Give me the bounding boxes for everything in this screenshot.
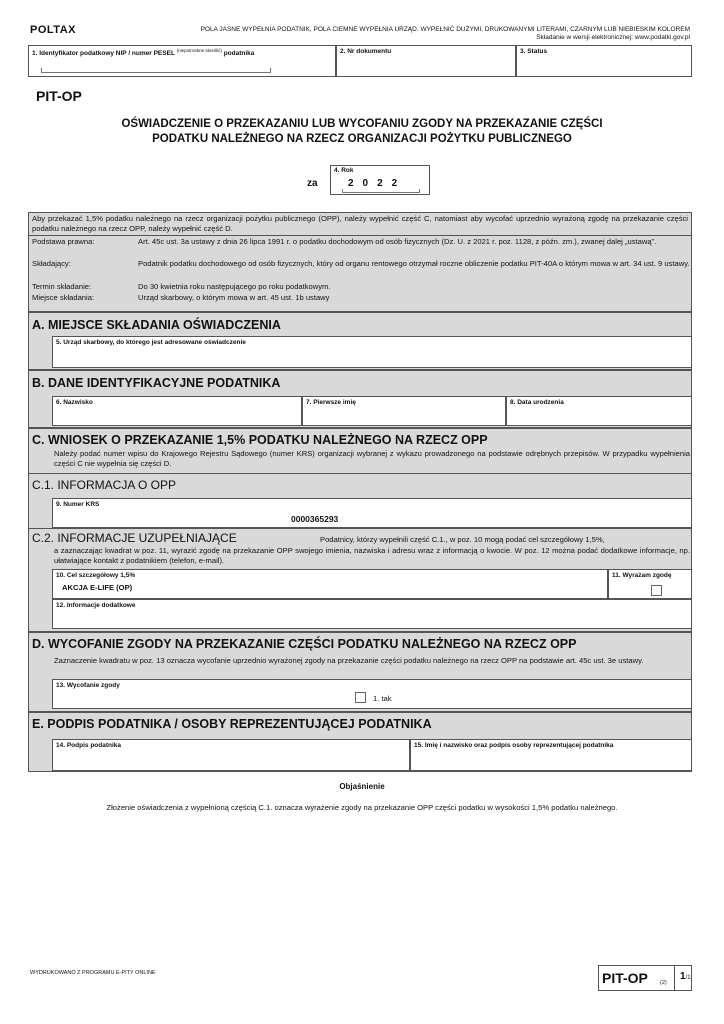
legal-basis-label: Podstawa prawna: — [32, 237, 95, 246]
section-a-title: A. MIEJSCE SKŁADANIA OŚWIADCZENIA — [32, 318, 281, 332]
field-13-checkbox[interactable] — [355, 692, 366, 703]
field-2-label: 2. Nr dokumentu — [340, 48, 392, 55]
field-11-consent[interactable] — [608, 569, 692, 599]
field-13-option: 1. tak — [373, 694, 392, 703]
section-c-title: C. WNIOSEK O PRZEKAZANIE 1,5% PODATKU NALEŻNEGO NA RZECZ OPP — [32, 433, 488, 447]
deadline-label: Termin składanie: — [32, 282, 92, 291]
footer-form-code: PIT-OP — [602, 970, 648, 986]
field-12-additional-info[interactable] — [52, 599, 692, 629]
footer-page-number: 1/1 — [680, 971, 691, 982]
footer-divider — [674, 965, 675, 991]
filer-text: Podatnik podatku dochodowego od osób fizycznych, który od organu rentowego otrzymał roczne obliczenie podatku PIT-40A o którym mowa w art. 34 ust. 9 ustawy. — [138, 259, 690, 268]
section-c2-title: C.2. INFORMACJE UZUPEŁNIAJĄCE — [32, 531, 237, 545]
section-b-title: B. DANE IDENTYFIKACYJNE PODATNIKA — [32, 376, 281, 390]
field-6-label: 6. Nazwisko — [56, 399, 93, 406]
field-12-label: 12. Informacje dodatkowe — [56, 602, 136, 609]
field-10-label: 10. Cel szczegółowy 1,5% — [56, 572, 136, 579]
info-intro: Aby przekazać 1,5% podatku należnego na rzecz organizacji pożytku publicznego (OPP), należy wypełnić część C, natomiast aby wycofać uprzednio wyrażoną zgodę na przekazanie części podatku należnego na rzecz OPP, należy wypełnić część D. — [32, 214, 688, 233]
field-2-document-number[interactable] — [336, 45, 516, 77]
field-13-withdraw[interactable] — [52, 679, 692, 709]
field-9-value: 0000365293 — [291, 514, 339, 524]
field-11-label: 11. Wyrażam zgodę — [612, 572, 672, 579]
section-d-note: Zaznaczenie kwadratu w poz. 13 oznacza wycofanie uprzednio wyrażonej zgody na przekazanie części podatku należnego na rzecz OPP na podstawie art. 45c ust. 3e ustawy. — [54, 656, 644, 665]
field-8-label: 8. Data urodzenia — [510, 399, 564, 406]
field-3-label: 3. Status — [520, 48, 548, 55]
field-9-label: 9. Numer KRS — [56, 501, 100, 508]
filer-label: Składający: — [32, 259, 71, 268]
field-15-label: 15. Imię i nazwisko oraz podpis osoby reprezentującej podatnika — [414, 742, 614, 749]
field-1-comb — [41, 68, 271, 73]
section-d-title: D. WYCOFANIE ZGODY NA PRZEKAZANIE CZĘŚCI PODATKU NALEŻNEGO NA RZECZ OPP — [32, 637, 577, 651]
field-7-first-name[interactable] — [302, 396, 506, 426]
section-c1-title: C.1. INFORMACJA O OPP — [32, 478, 177, 492]
section-c-note: Należy podać numer wpisu do Krajowego Rejestru Sądowego (numer KRS) organizacji wybranej z wykazu prowadzonego na podstawie odrębnych przepisów. W przypadku wypełnienia części C nie wypełnia się części D. — [54, 449, 690, 468]
field-5-label: 5. Urząd skarbowy, do którego jest adresowane oświadczenie — [56, 339, 246, 346]
field-8-birth-date[interactable] — [506, 396, 692, 426]
section-c2-note-head: Podatnicy, którzy wypełnili część C.1., w poz. 10 mogą podać cel szczegółowy 1,5%, — [320, 535, 605, 544]
fill-instruction: POLA JASNE WYPEŁNIA PODATNIK, POLA CIEMNE WYPEŁNIA URZĄD. WYPEŁNIĆ DUŻYMI, DRUKOWANYMI LITERAMI, CZARNYM LUB NIEBIESKIM KOLOREM — [200, 26, 690, 33]
section-e-title: E. PODPIS PODATNIKA / OSOBY REPREZENTUJĄCEJ PODATNIKA — [32, 717, 432, 731]
field-14-label: 14. Podpis podatnika — [56, 742, 122, 749]
field-1-nip-pesel[interactable] — [28, 45, 336, 77]
field-6-surname[interactable] — [52, 396, 302, 426]
legal-basis-text: Art. 45c ust. 3a ustawy z dnia 26 lipca 1991 r. o podatku dochodowym od osób fizycznych (Dz. U. z 2021 r. poz. 1128, z późn. zm.), zwanej dalej „ustawą”. — [138, 237, 657, 246]
form-title-line-1: OŚWIADCZENIE O PRZEKAZANIU LUB WYCOFANIU ZGODY NA PRZEKAZANIE CZĘŚCI — [121, 118, 603, 130]
explanation-title: Objaśnienie — [339, 782, 385, 791]
field-5-tax-office[interactable] — [52, 336, 692, 368]
deadline-text: Do 30 kwietnia roku następującego po roku podatkowym. — [138, 282, 331, 291]
field-13-label: 13. Wycofanie zgody — [56, 682, 120, 689]
place-label: Miejsce składania: — [32, 293, 95, 302]
divider — [28, 528, 692, 529]
electronic-filing-note: Składanie w wersji elektronicznej: www.podatki.gov.pl — [536, 34, 690, 41]
brand-poltax: POLTAX — [30, 24, 76, 36]
field-15-representative[interactable] — [410, 739, 692, 771]
field-10-purpose[interactable] — [52, 569, 608, 599]
field-7-label: 7. Pierwsze imię — [306, 399, 356, 406]
form-code: PIT-OP — [36, 88, 82, 104]
year-prefix: za — [307, 178, 318, 189]
form-title-line-2: PODATKU NALEŻNEGO NA RZECZ ORGANIZACJI POŻYTKU PUBLICZNEGO — [152, 133, 572, 145]
field-9-krs[interactable] — [52, 498, 692, 528]
divider — [28, 473, 692, 474]
field-4-value: 2022 — [348, 178, 407, 189]
field-3-status — [516, 45, 692, 77]
printed-by-note: WYDRUKOWANO Z PROGRAMU E-PITY ONLINE — [30, 970, 156, 976]
field-4-comb — [342, 189, 420, 193]
divider — [28, 235, 692, 236]
field-1-label: 1. Identyfikator podatkowy NIP / numer PESEL $^{(niepotrzebne skreślić)}$ podatnika — [32, 48, 255, 58]
section-c2-note-rest: a zaznaczając kwadrat w poz. 11, wyrazić zgodę na przekazanie OPP swojego imienia, nazwiska i adresu wraz z informacją o kwocie. W poz. 12 można podać dodatkowe informacje, np. ułatwiające kontakt z podatnikiem (telefon, e-mail). — [54, 546, 690, 565]
field-11-checkbox[interactable] — [651, 585, 662, 596]
place-text: Urząd skarbowy, o którym mowa w art. 45 ust. 1b ustawy — [138, 293, 330, 302]
field-4-label: 4. Rok — [334, 167, 354, 174]
footer-form-version: (2) — [660, 980, 667, 986]
field-10-value: AKCJA E-LIFE (OP) — [62, 583, 133, 592]
field-14-signature[interactable] — [52, 739, 410, 771]
explanation-text: Złożenie oświadczenia z wypełnioną częścią C.1. oznacza wyrażenie zgody na przekazanie OPP części podatku w wysokości 1,5% podatku należnego. — [106, 803, 618, 812]
